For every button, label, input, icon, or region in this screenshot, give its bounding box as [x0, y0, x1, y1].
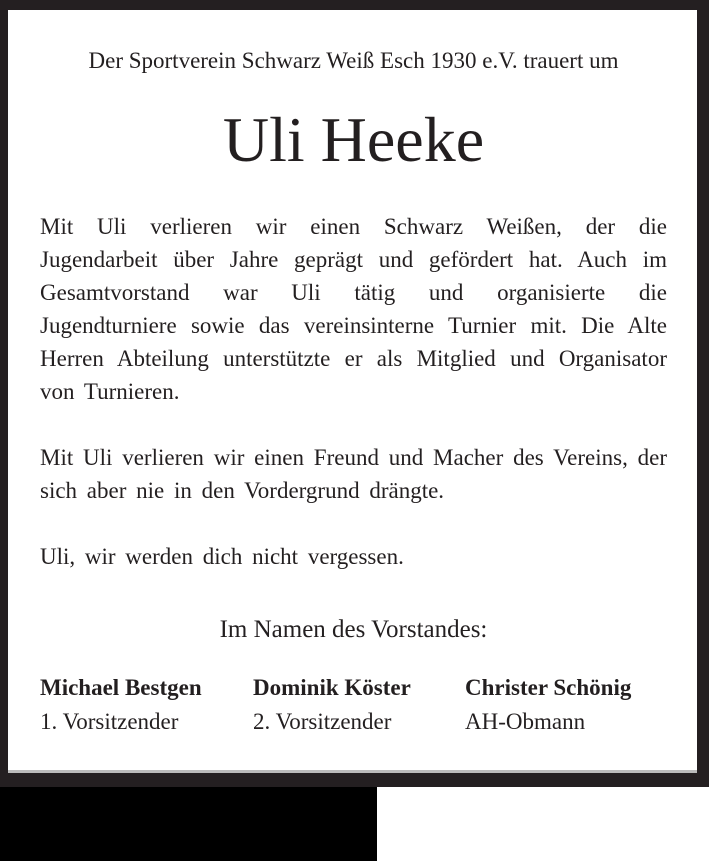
- intro-line: Der Sportverein Schwarz Weiß Esch 1930 e.V. trauert um: [88, 48, 619, 73]
- signatory-3-name: Christer Schönig: [465, 675, 632, 700]
- signatory-1-role: 1. Vorsitzender: [40, 709, 179, 734]
- signatures: [40, 673, 667, 737]
- signatory-1: [40, 673, 253, 737]
- deceased-name: Uli Heeke: [222, 104, 485, 175]
- bottom-strip: [0, 787, 709, 861]
- signatory-3: [465, 673, 667, 737]
- signatory-1-name: Michael Bestgen: [40, 675, 202, 700]
- signatory-2-role: 2. Vorsitzender: [253, 709, 392, 734]
- signatory-2: [253, 673, 465, 737]
- obituary-paragraph-1: Mit Uli verlieren wir einen Schwarz Weißen, der die Jugendarbeit über Jahre geprägt und gefördert hat. Auch im Gesamtvorstand war Uli tätig und organisierte die Jugendturniere sowie das vereinsinterne Turnier mit. Die Alte Herren Abteilung unterstützte er als Mitglied und Organisator von Turnieren.: [40, 214, 667, 404]
- signatory-2-name: Dominik Köster: [253, 675, 411, 700]
- signatory-3-role: AH-Obmann: [465, 709, 586, 734]
- obituary-paragraph-2: Mit Uli verlieren wir einen Freund und Macher des Vereins, der sich aber nie in den Vordergrund drängte.: [40, 445, 667, 503]
- obituary-page: [8, 10, 697, 773]
- redaction-box: [0, 787, 377, 861]
- obituary-paragraph-3: Uli, wir werden dich nicht vergessen.: [40, 544, 404, 569]
- closing-line: Im Namen des Vorstandes:: [219, 616, 488, 643]
